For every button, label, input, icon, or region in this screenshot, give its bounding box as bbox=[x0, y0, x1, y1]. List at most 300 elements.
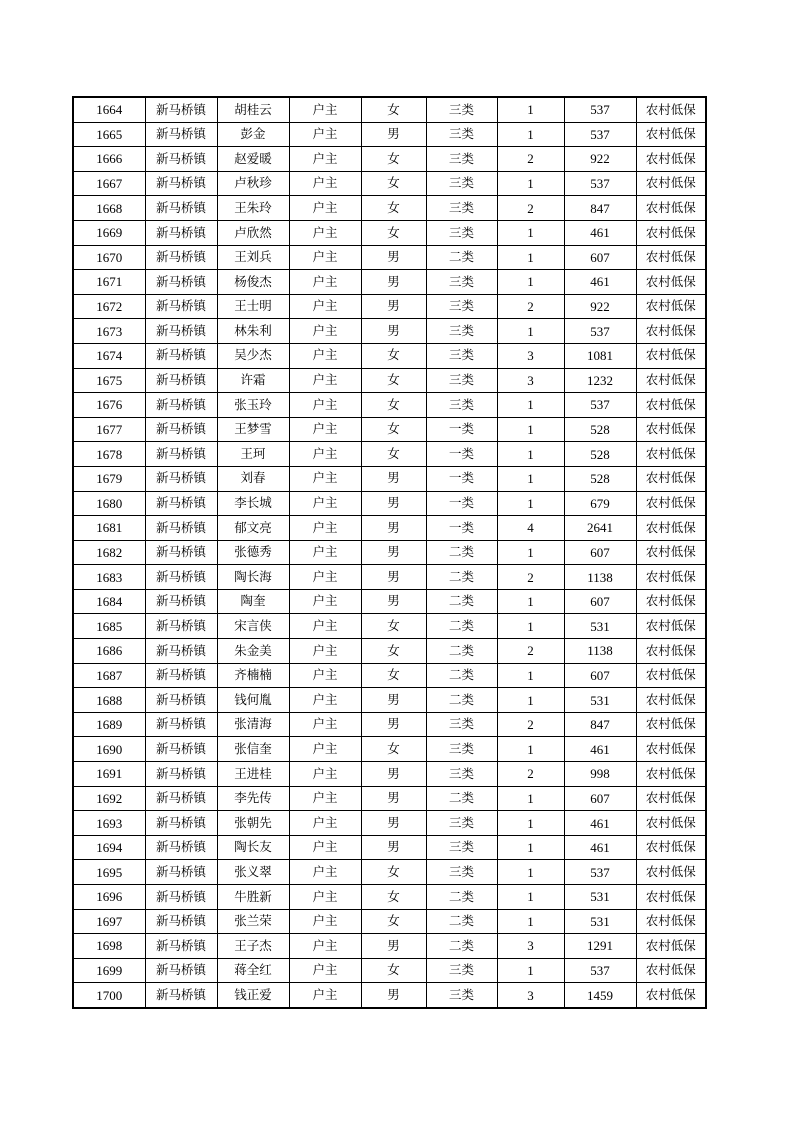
row-number-cell: 1666 bbox=[73, 147, 145, 172]
gender-cell: 女 bbox=[361, 663, 426, 688]
relation-cell: 户主 bbox=[289, 614, 361, 639]
household-size-cell: 1 bbox=[497, 97, 564, 122]
assistance-type-cell: 农村低保 bbox=[636, 171, 706, 196]
assistance-type-cell: 农村低保 bbox=[636, 934, 706, 959]
gender-cell: 男 bbox=[361, 811, 426, 836]
row-number-cell: 1674 bbox=[73, 343, 145, 368]
category-cell: 一类 bbox=[426, 466, 497, 491]
assistance-type-cell: 农村低保 bbox=[636, 688, 706, 713]
household-size-cell: 1 bbox=[497, 688, 564, 713]
category-cell: 二类 bbox=[426, 565, 497, 590]
category-cell: 二类 bbox=[426, 614, 497, 639]
town-cell: 新马桥镇 bbox=[145, 516, 217, 541]
category-cell: 三类 bbox=[426, 737, 497, 762]
town-cell: 新马桥镇 bbox=[145, 393, 217, 418]
household-size-cell: 1 bbox=[497, 220, 564, 245]
category-cell: 三类 bbox=[426, 122, 497, 147]
relation-cell: 户主 bbox=[289, 122, 361, 147]
household-size-cell: 2 bbox=[497, 565, 564, 590]
household-size-cell: 1 bbox=[497, 663, 564, 688]
name-cell: 张玉玲 bbox=[217, 393, 289, 418]
town-cell: 新马桥镇 bbox=[145, 934, 217, 959]
household-size-cell: 2 bbox=[497, 147, 564, 172]
gender-cell: 女 bbox=[361, 368, 426, 393]
name-cell: 陶长海 bbox=[217, 565, 289, 590]
row-number-cell: 1682 bbox=[73, 540, 145, 565]
town-cell: 新马桥镇 bbox=[145, 220, 217, 245]
gender-cell: 男 bbox=[361, 294, 426, 319]
table-row bbox=[73, 614, 706, 639]
assistance-type-cell: 农村低保 bbox=[636, 147, 706, 172]
relation-cell: 户主 bbox=[289, 442, 361, 467]
assistance-type-cell: 农村低保 bbox=[636, 442, 706, 467]
relation-cell: 户主 bbox=[289, 983, 361, 1008]
amount-cell: 528 bbox=[564, 417, 636, 442]
gender-cell: 男 bbox=[361, 589, 426, 614]
relation-cell: 户主 bbox=[289, 491, 361, 516]
assistance-type-cell: 农村低保 bbox=[636, 319, 706, 344]
amount-cell: 607 bbox=[564, 245, 636, 270]
row-number-cell: 1665 bbox=[73, 122, 145, 147]
assistance-type-cell: 农村低保 bbox=[636, 516, 706, 541]
row-number-cell: 1686 bbox=[73, 639, 145, 664]
household-size-cell: 1 bbox=[497, 786, 564, 811]
row-number-cell: 1672 bbox=[73, 294, 145, 319]
household-size-cell: 1 bbox=[497, 319, 564, 344]
relation-cell: 户主 bbox=[289, 811, 361, 836]
table-row bbox=[73, 909, 706, 934]
amount-cell: 537 bbox=[564, 171, 636, 196]
household-size-cell: 1 bbox=[497, 589, 564, 614]
amount-cell: 531 bbox=[564, 909, 636, 934]
category-cell: 三类 bbox=[426, 835, 497, 860]
relation-cell: 户主 bbox=[289, 294, 361, 319]
name-cell: 张信奎 bbox=[217, 737, 289, 762]
town-cell: 新马桥镇 bbox=[145, 737, 217, 762]
row-number-cell: 1696 bbox=[73, 885, 145, 910]
row-number-cell: 1668 bbox=[73, 196, 145, 221]
assistance-type-cell: 农村低保 bbox=[636, 860, 706, 885]
name-cell: 王刘兵 bbox=[217, 245, 289, 270]
table-row bbox=[73, 983, 706, 1008]
amount-cell: 537 bbox=[564, 958, 636, 983]
assistance-type-cell: 农村低保 bbox=[636, 245, 706, 270]
amount-cell: 461 bbox=[564, 835, 636, 860]
row-number-cell: 1700 bbox=[73, 983, 145, 1008]
gender-cell: 女 bbox=[361, 737, 426, 762]
amount-cell: 922 bbox=[564, 294, 636, 319]
row-number-cell: 1688 bbox=[73, 688, 145, 713]
amount-cell: 2641 bbox=[564, 516, 636, 541]
records-table bbox=[72, 96, 707, 1009]
gender-cell: 女 bbox=[361, 639, 426, 664]
amount-cell: 1138 bbox=[564, 639, 636, 664]
name-cell: 王子杰 bbox=[217, 934, 289, 959]
town-cell: 新马桥镇 bbox=[145, 909, 217, 934]
category-cell: 三类 bbox=[426, 762, 497, 787]
relation-cell: 户主 bbox=[289, 245, 361, 270]
row-number-cell: 1677 bbox=[73, 417, 145, 442]
category-cell: 三类 bbox=[426, 97, 497, 122]
household-size-cell: 3 bbox=[497, 934, 564, 959]
name-cell: 蒋全红 bbox=[217, 958, 289, 983]
name-cell: 彭金 bbox=[217, 122, 289, 147]
town-cell: 新马桥镇 bbox=[145, 270, 217, 295]
table-row bbox=[73, 245, 706, 270]
assistance-type-cell: 农村低保 bbox=[636, 294, 706, 319]
table-row bbox=[73, 417, 706, 442]
assistance-type-cell: 农村低保 bbox=[636, 491, 706, 516]
row-number-cell: 1687 bbox=[73, 663, 145, 688]
town-cell: 新马桥镇 bbox=[145, 835, 217, 860]
name-cell: 张德秀 bbox=[217, 540, 289, 565]
assistance-type-cell: 农村低保 bbox=[636, 811, 706, 836]
town-cell: 新马桥镇 bbox=[145, 712, 217, 737]
assistance-type-cell: 农村低保 bbox=[636, 762, 706, 787]
household-size-cell: 1 bbox=[497, 270, 564, 295]
assistance-type-cell: 农村低保 bbox=[636, 220, 706, 245]
household-size-cell: 1 bbox=[497, 909, 564, 934]
amount-cell: 1232 bbox=[564, 368, 636, 393]
row-number-cell: 1692 bbox=[73, 786, 145, 811]
category-cell: 二类 bbox=[426, 540, 497, 565]
relation-cell: 户主 bbox=[289, 934, 361, 959]
name-cell: 陶奎 bbox=[217, 589, 289, 614]
town-cell: 新马桥镇 bbox=[145, 885, 217, 910]
category-cell: 一类 bbox=[426, 516, 497, 541]
assistance-type-cell: 农村低保 bbox=[636, 958, 706, 983]
assistance-type-cell: 农村低保 bbox=[636, 909, 706, 934]
assistance-type-cell: 农村低保 bbox=[636, 737, 706, 762]
relation-cell: 户主 bbox=[289, 663, 361, 688]
gender-cell: 男 bbox=[361, 319, 426, 344]
gender-cell: 女 bbox=[361, 196, 426, 221]
name-cell: 张朝先 bbox=[217, 811, 289, 836]
gender-cell: 男 bbox=[361, 688, 426, 713]
category-cell: 二类 bbox=[426, 589, 497, 614]
relation-cell: 户主 bbox=[289, 712, 361, 737]
row-number-cell: 1669 bbox=[73, 220, 145, 245]
household-size-cell: 1 bbox=[497, 860, 564, 885]
name-cell: 钱正爱 bbox=[217, 983, 289, 1008]
relation-cell: 户主 bbox=[289, 639, 361, 664]
row-number-cell: 1697 bbox=[73, 909, 145, 934]
household-size-cell: 1 bbox=[497, 393, 564, 418]
row-number-cell: 1691 bbox=[73, 762, 145, 787]
gender-cell: 女 bbox=[361, 97, 426, 122]
amount-cell: 531 bbox=[564, 885, 636, 910]
gender-cell: 女 bbox=[361, 393, 426, 418]
table-row bbox=[73, 319, 706, 344]
gender-cell: 男 bbox=[361, 786, 426, 811]
table-row bbox=[73, 196, 706, 221]
category-cell: 三类 bbox=[426, 294, 497, 319]
table-row bbox=[73, 786, 706, 811]
category-cell: 三类 bbox=[426, 319, 497, 344]
table-row bbox=[73, 835, 706, 860]
household-size-cell: 1 bbox=[497, 466, 564, 491]
gender-cell: 女 bbox=[361, 220, 426, 245]
name-cell: 王珂 bbox=[217, 442, 289, 467]
assistance-type-cell: 农村低保 bbox=[636, 614, 706, 639]
name-cell: 朱金美 bbox=[217, 639, 289, 664]
row-number-cell: 1683 bbox=[73, 565, 145, 590]
table-row bbox=[73, 639, 706, 664]
table-row bbox=[73, 147, 706, 172]
assistance-type-cell: 农村低保 bbox=[636, 589, 706, 614]
assistance-type-cell: 农村低保 bbox=[636, 417, 706, 442]
name-cell: 郁文亮 bbox=[217, 516, 289, 541]
town-cell: 新马桥镇 bbox=[145, 343, 217, 368]
table-row bbox=[73, 589, 706, 614]
name-cell: 张清海 bbox=[217, 712, 289, 737]
row-number-cell: 1689 bbox=[73, 712, 145, 737]
category-cell: 二类 bbox=[426, 786, 497, 811]
name-cell: 齐楠楠 bbox=[217, 663, 289, 688]
gender-cell: 女 bbox=[361, 958, 426, 983]
town-cell: 新马桥镇 bbox=[145, 860, 217, 885]
row-number-cell: 1680 bbox=[73, 491, 145, 516]
town-cell: 新马桥镇 bbox=[145, 540, 217, 565]
assistance-type-cell: 农村低保 bbox=[636, 983, 706, 1008]
amount-cell: 1291 bbox=[564, 934, 636, 959]
name-cell: 张义翠 bbox=[217, 860, 289, 885]
relation-cell: 户主 bbox=[289, 270, 361, 295]
town-cell: 新马桥镇 bbox=[145, 786, 217, 811]
relation-cell: 户主 bbox=[289, 860, 361, 885]
town-cell: 新马桥镇 bbox=[145, 122, 217, 147]
name-cell: 王朱玲 bbox=[217, 196, 289, 221]
relation-cell: 户主 bbox=[289, 343, 361, 368]
assistance-type-cell: 农村低保 bbox=[636, 712, 706, 737]
name-cell: 赵爱暖 bbox=[217, 147, 289, 172]
relation-cell: 户主 bbox=[289, 319, 361, 344]
name-cell: 李长城 bbox=[217, 491, 289, 516]
name-cell: 李先传 bbox=[217, 786, 289, 811]
town-cell: 新马桥镇 bbox=[145, 639, 217, 664]
name-cell: 王梦雪 bbox=[217, 417, 289, 442]
table-row bbox=[73, 860, 706, 885]
table-row bbox=[73, 294, 706, 319]
assistance-type-cell: 农村低保 bbox=[636, 368, 706, 393]
relation-cell: 户主 bbox=[289, 565, 361, 590]
relation-cell: 户主 bbox=[289, 368, 361, 393]
records-body bbox=[73, 97, 706, 1008]
category-cell: 三类 bbox=[426, 147, 497, 172]
name-cell: 杨俊杰 bbox=[217, 270, 289, 295]
row-number-cell: 1695 bbox=[73, 860, 145, 885]
amount-cell: 922 bbox=[564, 147, 636, 172]
amount-cell: 461 bbox=[564, 220, 636, 245]
table-row bbox=[73, 343, 706, 368]
town-cell: 新马桥镇 bbox=[145, 147, 217, 172]
gender-cell: 男 bbox=[361, 122, 426, 147]
name-cell: 吴少杰 bbox=[217, 343, 289, 368]
name-cell: 陶长友 bbox=[217, 835, 289, 860]
household-size-cell: 1 bbox=[497, 958, 564, 983]
gender-cell: 女 bbox=[361, 442, 426, 467]
assistance-type-cell: 农村低保 bbox=[636, 540, 706, 565]
table-row bbox=[73, 171, 706, 196]
town-cell: 新马桥镇 bbox=[145, 983, 217, 1008]
town-cell: 新马桥镇 bbox=[145, 614, 217, 639]
name-cell: 卢秋珍 bbox=[217, 171, 289, 196]
amount-cell: 461 bbox=[564, 270, 636, 295]
gender-cell: 男 bbox=[361, 762, 426, 787]
category-cell: 二类 bbox=[426, 909, 497, 934]
household-size-cell: 2 bbox=[497, 294, 564, 319]
gender-cell: 男 bbox=[361, 245, 426, 270]
category-cell: 三类 bbox=[426, 270, 497, 295]
household-size-cell: 1 bbox=[497, 171, 564, 196]
row-number-cell: 1693 bbox=[73, 811, 145, 836]
table-row bbox=[73, 393, 706, 418]
assistance-type-cell: 农村低保 bbox=[636, 393, 706, 418]
table-row bbox=[73, 516, 706, 541]
household-size-cell: 1 bbox=[497, 122, 564, 147]
assistance-type-cell: 农村低保 bbox=[636, 639, 706, 664]
gender-cell: 男 bbox=[361, 270, 426, 295]
town-cell: 新马桥镇 bbox=[145, 589, 217, 614]
relation-cell: 户主 bbox=[289, 540, 361, 565]
amount-cell: 537 bbox=[564, 97, 636, 122]
relation-cell: 户主 bbox=[289, 516, 361, 541]
gender-cell: 男 bbox=[361, 712, 426, 737]
gender-cell: 男 bbox=[361, 516, 426, 541]
amount-cell: 461 bbox=[564, 737, 636, 762]
name-cell: 张兰荣 bbox=[217, 909, 289, 934]
category-cell: 三类 bbox=[426, 171, 497, 196]
gender-cell: 女 bbox=[361, 171, 426, 196]
table-row bbox=[73, 491, 706, 516]
table-row bbox=[73, 442, 706, 467]
gender-cell: 男 bbox=[361, 540, 426, 565]
row-number-cell: 1679 bbox=[73, 466, 145, 491]
category-cell: 三类 bbox=[426, 393, 497, 418]
row-number-cell: 1698 bbox=[73, 934, 145, 959]
category-cell: 三类 bbox=[426, 343, 497, 368]
assistance-type-cell: 农村低保 bbox=[636, 343, 706, 368]
row-number-cell: 1685 bbox=[73, 614, 145, 639]
category-cell: 一类 bbox=[426, 442, 497, 467]
row-number-cell: 1678 bbox=[73, 442, 145, 467]
category-cell: 一类 bbox=[426, 491, 497, 516]
table-row bbox=[73, 958, 706, 983]
relation-cell: 户主 bbox=[289, 466, 361, 491]
household-size-cell: 3 bbox=[497, 368, 564, 393]
table-row bbox=[73, 565, 706, 590]
table-row bbox=[73, 540, 706, 565]
row-number-cell: 1681 bbox=[73, 516, 145, 541]
table-row bbox=[73, 368, 706, 393]
town-cell: 新马桥镇 bbox=[145, 294, 217, 319]
amount-cell: 847 bbox=[564, 712, 636, 737]
table-row bbox=[73, 737, 706, 762]
assistance-type-cell: 农村低保 bbox=[636, 835, 706, 860]
category-cell: 二类 bbox=[426, 885, 497, 910]
relation-cell: 户主 bbox=[289, 147, 361, 172]
amount-cell: 537 bbox=[564, 393, 636, 418]
category-cell: 三类 bbox=[426, 958, 497, 983]
household-size-cell: 1 bbox=[497, 811, 564, 836]
amount-cell: 607 bbox=[564, 663, 636, 688]
town-cell: 新马桥镇 bbox=[145, 688, 217, 713]
town-cell: 新马桥镇 bbox=[145, 319, 217, 344]
household-size-cell: 2 bbox=[497, 196, 564, 221]
gender-cell: 女 bbox=[361, 343, 426, 368]
assistance-type-cell: 农村低保 bbox=[636, 196, 706, 221]
table-row bbox=[73, 220, 706, 245]
household-size-cell: 1 bbox=[497, 442, 564, 467]
gender-cell: 女 bbox=[361, 147, 426, 172]
amount-cell: 528 bbox=[564, 466, 636, 491]
category-cell: 三类 bbox=[426, 860, 497, 885]
household-size-cell: 1 bbox=[497, 417, 564, 442]
household-size-cell: 1 bbox=[497, 835, 564, 860]
table-row bbox=[73, 663, 706, 688]
row-number-cell: 1667 bbox=[73, 171, 145, 196]
amount-cell: 998 bbox=[564, 762, 636, 787]
table-row bbox=[73, 122, 706, 147]
category-cell: 三类 bbox=[426, 368, 497, 393]
row-number-cell: 1699 bbox=[73, 958, 145, 983]
relation-cell: 户主 bbox=[289, 762, 361, 787]
town-cell: 新马桥镇 bbox=[145, 958, 217, 983]
town-cell: 新马桥镇 bbox=[145, 171, 217, 196]
household-size-cell: 2 bbox=[497, 639, 564, 664]
name-cell: 胡桂云 bbox=[217, 97, 289, 122]
gender-cell: 女 bbox=[361, 614, 426, 639]
town-cell: 新马桥镇 bbox=[145, 811, 217, 836]
name-cell: 许霜 bbox=[217, 368, 289, 393]
name-cell: 钱何胤 bbox=[217, 688, 289, 713]
category-cell: 二类 bbox=[426, 934, 497, 959]
name-cell: 牛胜新 bbox=[217, 885, 289, 910]
category-cell: 三类 bbox=[426, 811, 497, 836]
town-cell: 新马桥镇 bbox=[145, 417, 217, 442]
relation-cell: 户主 bbox=[289, 97, 361, 122]
town-cell: 新马桥镇 bbox=[145, 97, 217, 122]
amount-cell: 531 bbox=[564, 688, 636, 713]
relation-cell: 户主 bbox=[289, 589, 361, 614]
amount-cell: 1459 bbox=[564, 983, 636, 1008]
row-number-cell: 1673 bbox=[73, 319, 145, 344]
amount-cell: 537 bbox=[564, 122, 636, 147]
table-row bbox=[73, 934, 706, 959]
gender-cell: 男 bbox=[361, 983, 426, 1008]
category-cell: 三类 bbox=[426, 196, 497, 221]
relation-cell: 户主 bbox=[289, 220, 361, 245]
household-size-cell: 3 bbox=[497, 983, 564, 1008]
relation-cell: 户主 bbox=[289, 171, 361, 196]
name-cell: 宋言侠 bbox=[217, 614, 289, 639]
amount-cell: 607 bbox=[564, 786, 636, 811]
town-cell: 新马桥镇 bbox=[145, 196, 217, 221]
assistance-type-cell: 农村低保 bbox=[636, 97, 706, 122]
row-number-cell: 1671 bbox=[73, 270, 145, 295]
name-cell: 刘春 bbox=[217, 466, 289, 491]
relation-cell: 户主 bbox=[289, 196, 361, 221]
gender-cell: 女 bbox=[361, 885, 426, 910]
name-cell: 王进桂 bbox=[217, 762, 289, 787]
household-size-cell: 1 bbox=[497, 540, 564, 565]
name-cell: 王士明 bbox=[217, 294, 289, 319]
gender-cell: 女 bbox=[361, 417, 426, 442]
town-cell: 新马桥镇 bbox=[145, 663, 217, 688]
town-cell: 新马桥镇 bbox=[145, 491, 217, 516]
amount-cell: 847 bbox=[564, 196, 636, 221]
amount-cell: 1138 bbox=[564, 565, 636, 590]
